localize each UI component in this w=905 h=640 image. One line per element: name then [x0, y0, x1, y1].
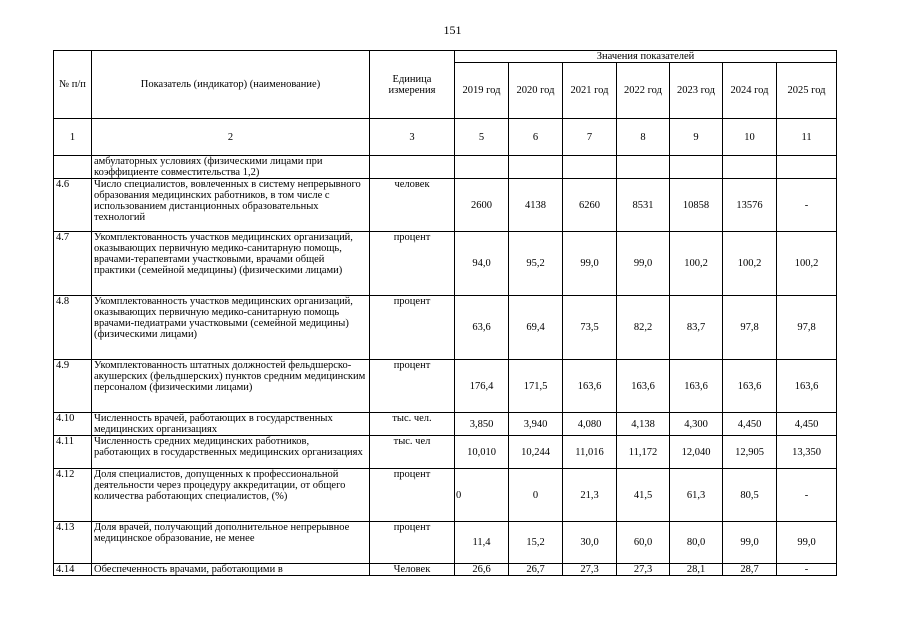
- indicator-name: Доля врачей, получающий дополнительное непрерывное медицинское образование, не менее: [92, 522, 370, 564]
- indicator-value: 99,0: [617, 232, 670, 296]
- table-row: [54, 296, 837, 360]
- indicator-value: 28,7: [723, 564, 777, 576]
- indicator-value: 13,350: [777, 436, 837, 469]
- row-number: 4.11: [54, 436, 92, 469]
- unit-of-measure: процент: [370, 296, 455, 360]
- column-number: 11: [777, 119, 837, 156]
- table-row: [54, 564, 837, 576]
- indicator-value: 94,0: [455, 232, 509, 296]
- indicator-value: -: [777, 179, 837, 232]
- indicator-value: 171,5: [509, 360, 563, 413]
- indicator-value: 0: [509, 469, 563, 522]
- indicator-name: Численность врачей, работающих в государственных медицинских организациях: [92, 413, 370, 436]
- indicator-value: 15,2: [509, 522, 563, 564]
- header-year: 2021 год: [563, 63, 617, 119]
- indicator-value: [777, 156, 837, 179]
- indicator-value: 27,3: [563, 564, 617, 576]
- header-values-group: Значения показателей: [455, 51, 837, 63]
- indicator-name: Число специалистов, вовлеченных в систему непрерывного образования медицинских работников, в том числе с использованием дистанционных образовательных технологий: [92, 179, 370, 232]
- indicator-value: 73,5: [563, 296, 617, 360]
- indicator-value: 28,1: [670, 564, 723, 576]
- indicator-name: Укомплектованность штатных должностей фельдшерско-акушерских (фельдшерских) пунктов средним медицинским персоналом (физическими лицами): [92, 360, 370, 413]
- unit-of-measure: процент: [370, 232, 455, 296]
- indicator-value: 4,300: [670, 413, 723, 436]
- column-number: 7: [563, 119, 617, 156]
- indicator-value: 100,2: [723, 232, 777, 296]
- indicator-value: 11,016: [563, 436, 617, 469]
- indicator-value: 30,0: [563, 522, 617, 564]
- header-year: 2023 год: [670, 63, 723, 119]
- indicator-value: 2600: [455, 179, 509, 232]
- indicator-value: 10,244: [509, 436, 563, 469]
- unit-of-measure: процент: [370, 360, 455, 413]
- indicator-value: 82,2: [617, 296, 670, 360]
- indicator-value: 10,010: [455, 436, 509, 469]
- indicator-value: 4138: [509, 179, 563, 232]
- header-year: 2025 год: [777, 63, 837, 119]
- column-number: 5: [455, 119, 509, 156]
- row-number: 4.10: [54, 413, 92, 436]
- indicator-value: 0: [455, 469, 509, 522]
- indicator-value: 80,0: [670, 522, 723, 564]
- indicator-name: Доля специалистов, допущенных к профессиональной деятельности через процедуру аккредитации, от общего количества работающих специалистов, (%): [92, 469, 370, 522]
- indicator-value: [617, 156, 670, 179]
- indicator-value: 163,6: [617, 360, 670, 413]
- header-year: 2019 год: [455, 63, 509, 119]
- indicator-value: 27,3: [617, 564, 670, 576]
- column-number: 8: [617, 119, 670, 156]
- indicator-value: [509, 156, 563, 179]
- indicator-value: 21,3: [563, 469, 617, 522]
- indicator-value: 4,450: [777, 413, 837, 436]
- indicator-value: 4,080: [563, 413, 617, 436]
- table-row: [54, 179, 837, 232]
- indicator-value: 12,040: [670, 436, 723, 469]
- header-indicator-name: Показатель (индикатор) (наименование): [92, 51, 370, 119]
- indicator-value: 41,5: [617, 469, 670, 522]
- indicator-value: 8531: [617, 179, 670, 232]
- table-row: [54, 469, 837, 522]
- indicator-value: 10858: [670, 179, 723, 232]
- column-number: 9: [670, 119, 723, 156]
- indicator-value: [563, 156, 617, 179]
- indicator-value: 176,4: [455, 360, 509, 413]
- header-no: № п/п: [54, 51, 92, 119]
- indicator-name: Укомплектованность участков медицинских организаций, оказывающих первичную медико-санитарную помощь, врачами-терапевтами участковыми, врачами общей практики (семейной медицины) (физическими лицами): [92, 232, 370, 296]
- row-number: [54, 156, 92, 179]
- indicator-value: 163,6: [670, 360, 723, 413]
- indicator-value: -: [777, 469, 837, 522]
- indicator-name: Численность средних медицинских работников, работающих в государственных медицинских организациях: [92, 436, 370, 469]
- row-number: 4.6: [54, 179, 92, 232]
- indicator-value: 99,0: [563, 232, 617, 296]
- indicator-value: 163,6: [777, 360, 837, 413]
- indicator-value: 80,5: [723, 469, 777, 522]
- indicator-value: 69,4: [509, 296, 563, 360]
- indicator-value: [455, 156, 509, 179]
- indicator-value: 13576: [723, 179, 777, 232]
- table-row: [54, 156, 837, 179]
- indicator-value: 99,0: [777, 522, 837, 564]
- indicator-name: Укомплектованность участков медицинских организаций, оказывающих первичную медико-санитарную помощь врачами-педиатрами участковыми (семейной медицины) (физическими лицами): [92, 296, 370, 360]
- table-row: [54, 436, 837, 469]
- indicator-value: 83,7: [670, 296, 723, 360]
- indicator-value: 95,2: [509, 232, 563, 296]
- table-row: [54, 360, 837, 413]
- indicator-value: 6260: [563, 179, 617, 232]
- header-year: 2024 год: [723, 63, 777, 119]
- page-number: 151: [443, 23, 462, 37]
- header-year: 2022 год: [617, 63, 670, 119]
- indicator-name: амбулаторных условиях (физическими лицами при коэффициенте совместительства 1,2): [92, 156, 370, 179]
- indicator-value: 163,6: [563, 360, 617, 413]
- column-number: 10: [723, 119, 777, 156]
- indicator-value: 3,850: [455, 413, 509, 436]
- row-number: 4.13: [54, 522, 92, 564]
- unit-of-measure: тыс. чел: [370, 436, 455, 469]
- table-row: [54, 413, 837, 436]
- indicator-value: -: [777, 564, 837, 576]
- unit-of-measure: [370, 156, 455, 179]
- indicator-value: [670, 156, 723, 179]
- indicator-value: 163,6: [723, 360, 777, 413]
- unit-of-measure: человек: [370, 179, 455, 232]
- row-number: 4.8: [54, 296, 92, 360]
- column-number: 3: [370, 119, 455, 156]
- indicator-value: 99,0: [723, 522, 777, 564]
- indicator-name: Обеспеченность врачами, работающими в: [92, 564, 370, 576]
- row-number: 4.9: [54, 360, 92, 413]
- indicator-value: 12,905: [723, 436, 777, 469]
- indicator-value: 63,6: [455, 296, 509, 360]
- unit-of-measure: процент: [370, 469, 455, 522]
- table-row: [54, 232, 837, 296]
- table-row: [54, 522, 837, 564]
- indicators-table: [53, 50, 837, 576]
- unit-of-measure: процент: [370, 522, 455, 564]
- indicator-value: 11,172: [617, 436, 670, 469]
- indicator-value: 4,450: [723, 413, 777, 436]
- indicator-value: 60,0: [617, 522, 670, 564]
- indicator-value: 97,8: [723, 296, 777, 360]
- indicator-value: 26,6: [455, 564, 509, 576]
- indicator-value: 11,4: [455, 522, 509, 564]
- indicator-value: 4,138: [617, 413, 670, 436]
- unit-of-measure: тыс. чел.: [370, 413, 455, 436]
- indicator-value: 97,8: [777, 296, 837, 360]
- row-number: 4.7: [54, 232, 92, 296]
- unit-of-measure: Человек: [370, 564, 455, 576]
- header-unit: Единица измерения: [370, 51, 455, 119]
- row-number: 4.14: [54, 564, 92, 576]
- indicator-value: 3,940: [509, 413, 563, 436]
- indicator-value: 100,2: [777, 232, 837, 296]
- column-number: 6: [509, 119, 563, 156]
- header-year: 2020 год: [509, 63, 563, 119]
- column-number: 1: [54, 119, 92, 156]
- indicator-value: [723, 156, 777, 179]
- indicator-value: 61,3: [670, 469, 723, 522]
- indicator-value: 26,7: [509, 564, 563, 576]
- column-number: 2: [92, 119, 370, 156]
- indicator-value: 100,2: [670, 232, 723, 296]
- row-number: 4.12: [54, 469, 92, 522]
